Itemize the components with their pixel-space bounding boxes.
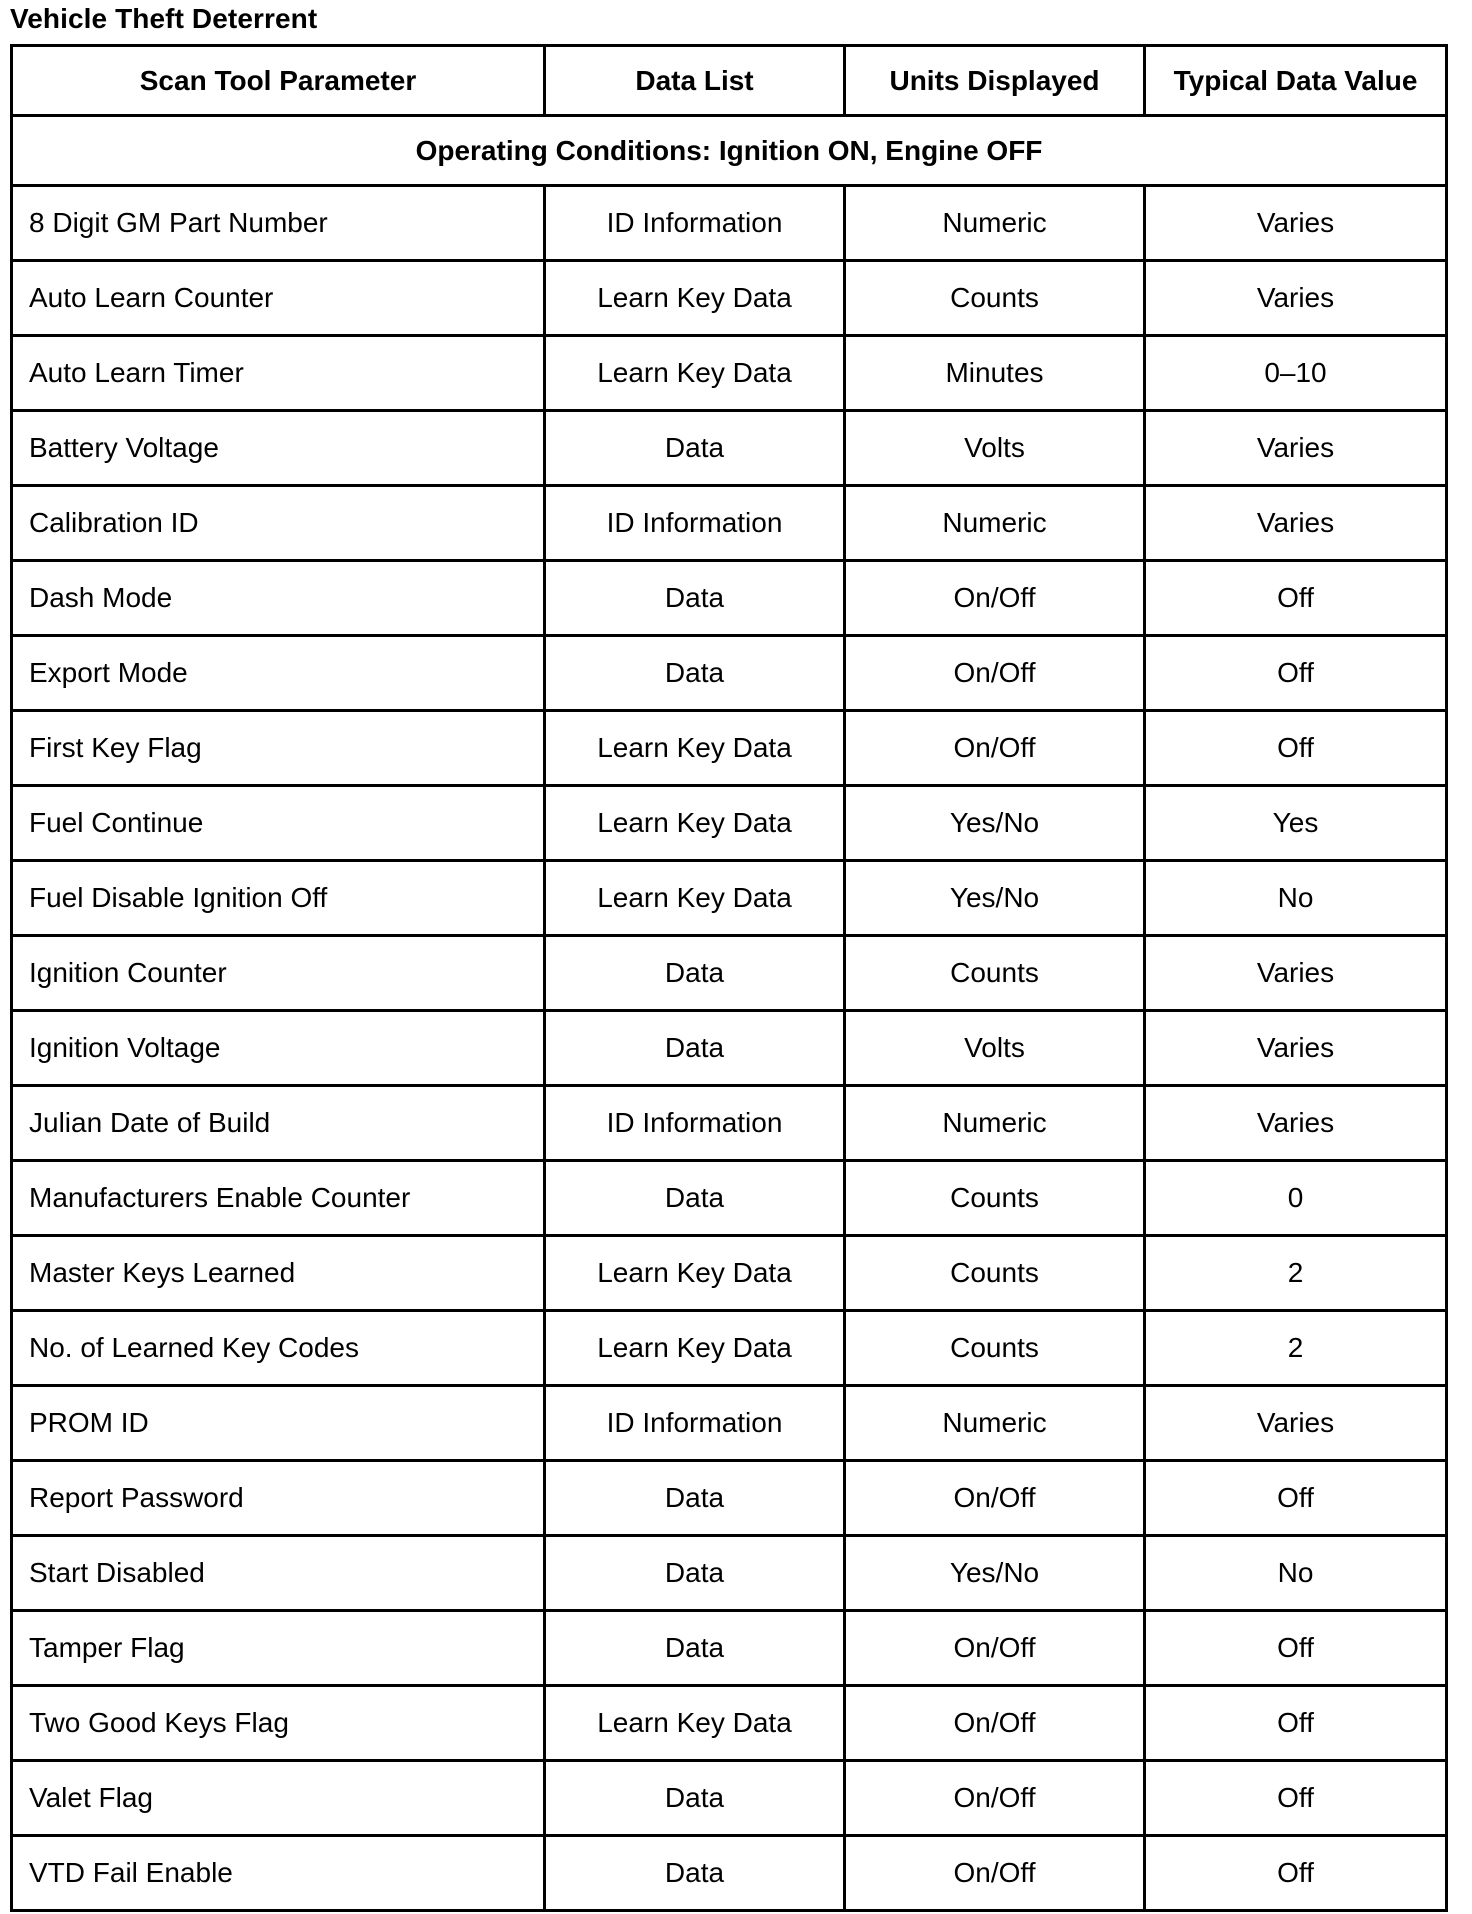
cell-units-displayed: Counts: [845, 261, 1145, 336]
cell-units-displayed: Numeric: [845, 1386, 1145, 1461]
cell-data-list: Data: [545, 1461, 845, 1536]
header-typical-data-value: Typical Data Value: [1145, 46, 1447, 116]
table-row: [12, 1311, 1447, 1386]
cell-typical-data-value: Off: [1145, 1686, 1447, 1761]
table-row: [12, 561, 1447, 636]
table-row: [12, 1611, 1447, 1686]
table-row: [12, 1161, 1447, 1236]
operating-conditions-row: [12, 116, 1447, 186]
cell-parameter: Fuel Continue: [12, 786, 545, 861]
cell-parameter: Calibration ID: [12, 486, 545, 561]
cell-typical-data-value: Varies: [1145, 186, 1447, 261]
table-row: [12, 261, 1447, 336]
cell-parameter: PROM ID: [12, 1386, 545, 1461]
scan-data-table: [10, 44, 1448, 1912]
cell-units-displayed: On/Off: [845, 1461, 1145, 1536]
cell-typical-data-value: Off: [1145, 1461, 1447, 1536]
cell-parameter: Tamper Flag: [12, 1611, 545, 1686]
cell-parameter: Valet Flag: [12, 1761, 545, 1836]
table-row: [12, 936, 1447, 1011]
table-row: [12, 336, 1447, 411]
cell-data-list: Data: [545, 636, 845, 711]
cell-data-list: ID Information: [545, 186, 845, 261]
table-row: [12, 786, 1447, 861]
header-scan-tool-parameter: Scan Tool Parameter: [12, 46, 545, 116]
cell-parameter: Fuel Disable Ignition Off: [12, 861, 545, 936]
cell-data-list: Data: [545, 1536, 845, 1611]
table-row: [12, 1761, 1447, 1836]
cell-units-displayed: On/Off: [845, 561, 1145, 636]
cell-typical-data-value: Varies: [1145, 936, 1447, 1011]
cell-units-displayed: On/Off: [845, 1611, 1145, 1686]
cell-parameter: Report Password: [12, 1461, 545, 1536]
cell-typical-data-value: Varies: [1145, 486, 1447, 561]
cell-typical-data-value: Off: [1145, 1836, 1447, 1911]
cell-data-list: Learn Key Data: [545, 1236, 845, 1311]
cell-parameter: Julian Date of Build: [12, 1086, 545, 1161]
table-row: [12, 1461, 1447, 1536]
cell-units-displayed: Numeric: [845, 1086, 1145, 1161]
cell-data-list: Data: [545, 936, 845, 1011]
cell-parameter: VTD Fail Enable: [12, 1836, 545, 1911]
cell-typical-data-value: Varies: [1145, 1386, 1447, 1461]
cell-parameter: Start Disabled: [12, 1536, 545, 1611]
cell-data-list: Data: [545, 1161, 845, 1236]
cell-data-list: Data: [545, 1761, 845, 1836]
cell-units-displayed: Numeric: [845, 486, 1145, 561]
cell-units-displayed: Yes/No: [845, 786, 1145, 861]
cell-data-list: Data: [545, 1611, 845, 1686]
cell-parameter: First Key Flag: [12, 711, 545, 786]
cell-typical-data-value: 0–10: [1145, 336, 1447, 411]
cell-units-displayed: Yes/No: [845, 1536, 1145, 1611]
cell-parameter: Master Keys Learned: [12, 1236, 545, 1311]
cell-units-displayed: On/Off: [845, 711, 1145, 786]
cell-units-displayed: Numeric: [845, 186, 1145, 261]
cell-parameter: Auto Learn Timer: [12, 336, 545, 411]
cell-data-list: Data: [545, 411, 845, 486]
cell-units-displayed: On/Off: [845, 1686, 1145, 1761]
cell-units-displayed: Volts: [845, 411, 1145, 486]
cell-units-displayed: Counts: [845, 1311, 1145, 1386]
cell-data-list: Learn Key Data: [545, 1311, 845, 1386]
cell-data-list: ID Information: [545, 1386, 845, 1461]
cell-parameter: Auto Learn Counter: [12, 261, 545, 336]
cell-data-list: ID Information: [545, 1086, 845, 1161]
cell-parameter: Manufacturers Enable Counter: [12, 1161, 545, 1236]
header-data-list: Data List: [545, 46, 845, 116]
table-row: [12, 711, 1447, 786]
table-row: [12, 1686, 1447, 1761]
cell-units-displayed: On/Off: [845, 1761, 1145, 1836]
table-row: [12, 1836, 1447, 1911]
cell-typical-data-value: Varies: [1145, 261, 1447, 336]
table-row: [12, 1386, 1447, 1461]
cell-parameter: Export Mode: [12, 636, 545, 711]
cell-typical-data-value: No: [1145, 861, 1447, 936]
cell-units-displayed: Counts: [845, 1236, 1145, 1311]
cell-parameter: Two Good Keys Flag: [12, 1686, 545, 1761]
table-row: [12, 1086, 1447, 1161]
cell-units-displayed: Volts: [845, 1011, 1145, 1086]
header-units-displayed: Units Displayed: [845, 46, 1145, 116]
cell-parameter: 8 Digit GM Part Number: [12, 186, 545, 261]
cell-data-list: Learn Key Data: [545, 711, 845, 786]
cell-typical-data-value: No: [1145, 1536, 1447, 1611]
cell-data-list: Learn Key Data: [545, 786, 845, 861]
cell-data-list: Learn Key Data: [545, 861, 845, 936]
cell-data-list: Data: [545, 561, 845, 636]
cell-data-list: Data: [545, 1011, 845, 1086]
table-row: [12, 861, 1447, 936]
table-row: [12, 411, 1447, 486]
cell-typical-data-value: Yes: [1145, 786, 1447, 861]
page-title: Vehicle Theft Deterrent: [10, 3, 318, 34]
table-row: [12, 636, 1447, 711]
cell-typical-data-value: Off: [1145, 711, 1447, 786]
cell-parameter: No. of Learned Key Codes: [12, 1311, 545, 1386]
cell-data-list: Learn Key Data: [545, 336, 845, 411]
table-row: [12, 1536, 1447, 1611]
cell-typical-data-value: Varies: [1145, 1086, 1447, 1161]
cell-units-displayed: On/Off: [845, 1836, 1145, 1911]
cell-typical-data-value: Varies: [1145, 1011, 1447, 1086]
table-row: [12, 1011, 1447, 1086]
cell-typical-data-value: Varies: [1145, 411, 1447, 486]
table-row: [12, 1236, 1447, 1311]
cell-typical-data-value: 2: [1145, 1311, 1447, 1386]
cell-parameter: Dash Mode: [12, 561, 545, 636]
cell-units-displayed: Counts: [845, 1161, 1145, 1236]
cell-typical-data-value: Off: [1145, 1761, 1447, 1836]
cell-data-list: Learn Key Data: [545, 1686, 845, 1761]
cell-typical-data-value: Off: [1145, 1611, 1447, 1686]
cell-data-list: Data: [545, 1836, 845, 1911]
cell-data-list: Learn Key Data: [545, 261, 845, 336]
cell-parameter: Battery Voltage: [12, 411, 545, 486]
cell-typical-data-value: Off: [1145, 636, 1447, 711]
cell-typical-data-value: Off: [1145, 561, 1447, 636]
cell-parameter: Ignition Voltage: [12, 1011, 545, 1086]
table-row: [12, 186, 1447, 261]
cell-typical-data-value: 2: [1145, 1236, 1447, 1311]
cell-typical-data-value: 0: [1145, 1161, 1447, 1236]
table-header-row: [12, 46, 1447, 116]
operating-conditions: Operating Conditions: Ignition ON, Engine OFF: [12, 116, 1447, 186]
cell-units-displayed: On/Off: [845, 636, 1145, 711]
cell-parameter: Ignition Counter: [12, 936, 545, 1011]
cell-units-displayed: Minutes: [845, 336, 1145, 411]
cell-units-displayed: Yes/No: [845, 861, 1145, 936]
table-row: [12, 486, 1447, 561]
cell-units-displayed: Counts: [845, 936, 1145, 1011]
cell-data-list: ID Information: [545, 486, 845, 561]
